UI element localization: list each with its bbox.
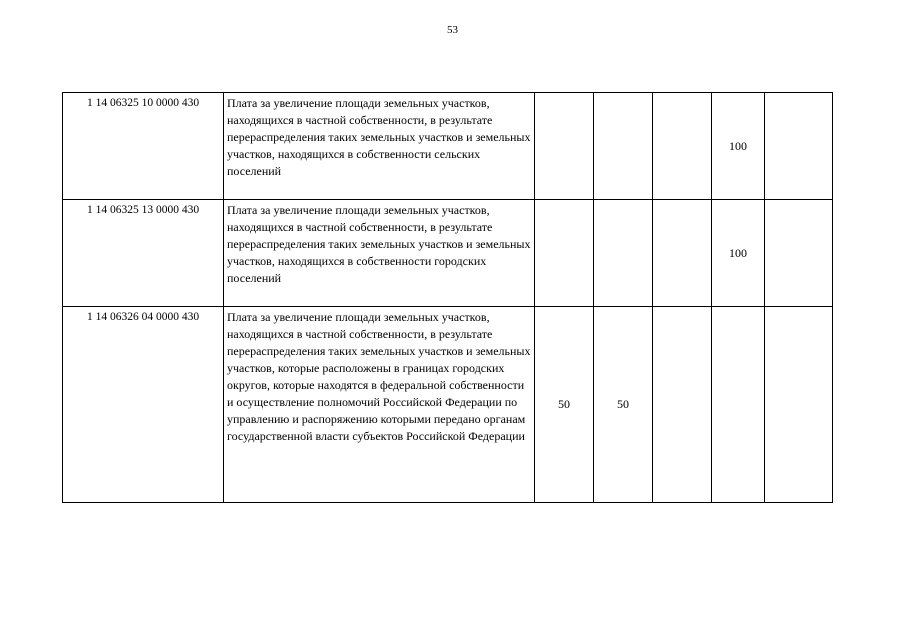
value-cell-1 — [535, 200, 594, 307]
value-cell-2 — [594, 200, 653, 307]
value-cell-3 — [653, 200, 712, 307]
value-cell-5 — [765, 200, 833, 307]
value-cell-1 — [535, 93, 594, 200]
budget-code-cell: 1 14 06325 10 0000 430 — [63, 93, 224, 200]
table-row — [63, 93, 833, 200]
budget-code-cell: 1 14 06325 13 0000 430 — [63, 200, 224, 307]
value-cell-4 — [712, 307, 765, 503]
description-cell: Плата за увеличение площади земельных участков, находящихся в частной собственности, в результате перераспределения таких земельных участков и земельных участков, находящихся в собственности городских поселений — [224, 200, 535, 307]
value-cell-5 — [765, 307, 833, 503]
page-number: 53 — [447, 24, 458, 36]
budget-table — [62, 92, 833, 503]
table-row — [63, 307, 833, 503]
value-cell-2 — [594, 93, 653, 200]
value-cell-3 — [653, 307, 712, 503]
table-row — [63, 200, 833, 307]
value-cell-4: 100 — [712, 93, 765, 200]
value-cell-1: 50 — [535, 307, 594, 503]
budget-code-cell: 1 14 06326 04 0000 430 — [63, 307, 224, 503]
description-cell: Плата за увеличение площади земельных участков, находящихся в частной собственности, в результате перераспределения таких земельных участков и земельных участков, находящихся в собственности сельских поселений — [224, 93, 535, 200]
value-cell-4: 100 — [712, 200, 765, 307]
value-cell-3 — [653, 93, 712, 200]
value-cell-5 — [765, 93, 833, 200]
description-cell: Плата за увеличение площади земельных участков, находящихся в частной собственности, в результате перераспределения таких земельных участков и земельных участков, которые расположены в границах городских округов, которые находятся в федеральной собственности и осуществление полномочий Российской Федерации по управлению и распоряжению которыми передано органам государственной власти субъектов Российской Федерации — [224, 307, 535, 503]
value-cell-2: 50 — [594, 307, 653, 503]
